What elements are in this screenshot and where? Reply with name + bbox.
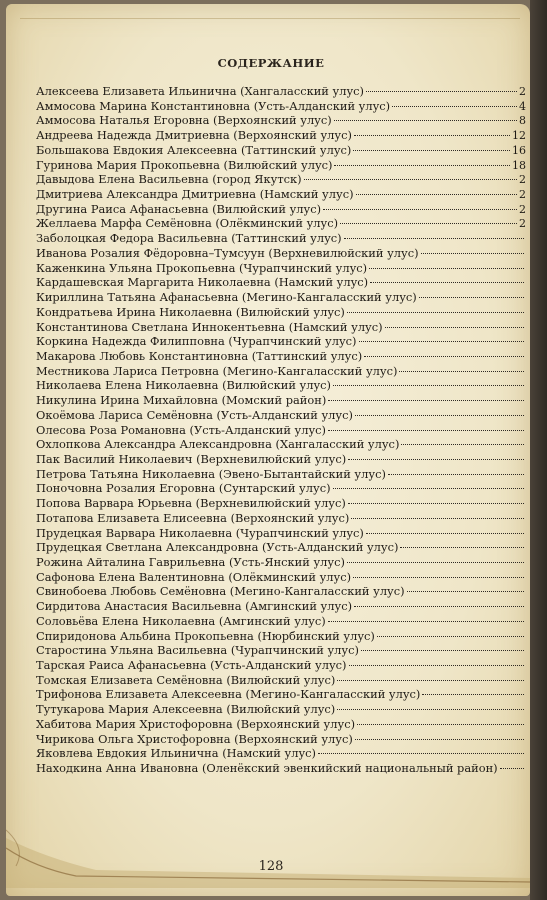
toc-entry-name: Сирдитова Анастасия Васильевна (Амгинский улус): [36, 599, 353, 614]
toc-entry-leader: [348, 459, 524, 460]
toc-entry-leader: [348, 503, 524, 504]
toc-entry: [36, 378, 526, 393]
toc-entry-name: Соловьёва Елена Николаевна (Амгинский улус): [36, 613, 326, 628]
toc-entry: [36, 658, 526, 673]
toc-entry-leader: [355, 415, 524, 416]
toc-entry-leader: [328, 400, 524, 401]
toc-entry-leader: [354, 135, 510, 136]
toc-entry-name: Кардашевская Маргарита Николаевна (Намский улус): [36, 275, 369, 290]
toc-entry: [36, 202, 526, 217]
toc-entry-leader: [353, 150, 510, 151]
toc-entry-leader: [333, 385, 524, 386]
toc-entry-leader: [407, 591, 524, 592]
toc-entry-leader: [400, 547, 524, 548]
scroll-ornament-bottom: [6, 818, 530, 888]
toc-entry: [36, 364, 526, 379]
toc-entry-name: Рожина Айталина Гаврильевна (Усть-Янский улус): [36, 555, 345, 569]
book-page: [6, 4, 530, 896]
toc-entry-leader: [361, 650, 524, 651]
toc-entry-leader: [351, 518, 524, 519]
toc-entry-name: Свинобоева Любовь Семёновна (Мегино-Кангаласский улус): [36, 584, 405, 599]
toc-entry: [36, 320, 526, 335]
toc-entry-leader: [357, 724, 524, 725]
toc-entry-name: Местникова Лариса Петровна (Мегино-Кангаласский улус): [36, 363, 398, 378]
toc-entry-page: 2: [519, 217, 526, 231]
toc-entry: [36, 687, 526, 702]
toc-entry: [36, 540, 526, 555]
toc-entry-name: Старостина Ульяна Васильевна (Чурапчинский улус): [36, 643, 359, 658]
toc-entry: [36, 290, 526, 305]
toc-entry-leader: [337, 709, 524, 710]
toc-entry: [36, 334, 526, 349]
toc-entry-leader: [328, 430, 524, 431]
toc-entry-leader: [392, 106, 517, 107]
toc-entry-name: Макарова Любовь Константиновна (Таттинский улус): [36, 348, 363, 363]
toc-entry-leader: [347, 562, 524, 563]
toc-entry-name: Аммосова Наталья Егоровна (Верхоянский улус): [36, 113, 332, 128]
toc-entry: [36, 452, 526, 467]
toc-entry-leader: [422, 694, 524, 695]
toc-entry-leader: [323, 209, 517, 210]
toc-entry: [36, 216, 526, 231]
toc-entry-page: 2: [519, 173, 526, 187]
toc-entry-leader: [359, 341, 524, 342]
toc-entry-leader: [385, 327, 524, 328]
toc-entry-name: Тарская Раиса Афанасьевна (Усть-Алданский улус): [36, 658, 347, 673]
toc-entry-name: Попова Варвара Юрьевна (Верхневилюйский улус): [36, 496, 346, 511]
toc-list: [36, 84, 526, 776]
toc-entry-name: Потапова Елизавета Елисеевна (Верхоянский улус): [36, 510, 350, 525]
toc-entry-name: Дмитриева Александра Дмитриевна (Намский улус): [36, 187, 354, 202]
toc-entry-leader: [340, 223, 517, 224]
toc-entry-name: Никулина Ирина Михайловна (Момский район): [36, 393, 327, 408]
toc-entry: [36, 408, 526, 423]
toc-entry: [36, 99, 526, 114]
toc-entry-name: Алексеева Елизавета Ильинична (Хангаласский улус): [36, 84, 364, 98]
toc-entry-name: Заболоцкая Федора Васильевна (Таттинский улус): [36, 231, 342, 246]
toc-entry-page: 2: [519, 85, 526, 98]
toc-entry-name: Андреева Надежда Дмитриевна (Верхоянский улус): [36, 128, 352, 143]
toc-entry-name: Другина Раиса Афанасьевна (Вилюйский улус): [36, 201, 322, 216]
toc-entry-leader: [366, 91, 517, 92]
toc-entry: [36, 305, 526, 320]
toc-entry: [36, 746, 526, 761]
toc-entry-leader: [355, 739, 524, 740]
toc-entry-leader: [347, 312, 524, 313]
toc-entry-page: 4: [519, 99, 526, 113]
toc-entry: [36, 187, 526, 202]
toc-entry-leader: [364, 356, 524, 357]
toc-entry-leader: [388, 474, 524, 475]
toc-entry: [36, 158, 526, 173]
toc-entry: [36, 673, 526, 688]
toc-entry: [36, 349, 526, 364]
toc-entry-name: Каженкина Ульяна Прокопьевна (Чурапчинский улус): [36, 260, 368, 275]
toc-entry: [36, 584, 526, 599]
toc-entry-name: Аммосова Марина Константиновна (Усть-Алданский улус): [36, 98, 391, 113]
toc-entry-name: Гуринова Мария Прокопьевна (Вилюйский улус): [36, 157, 333, 172]
toc-entry-leader: [344, 238, 524, 239]
toc-entry-leader: [349, 665, 524, 666]
toc-entry-name: Большакова Евдокия Алексеевна (Таттинский улус): [36, 142, 352, 157]
toc-entry-name: Петрова Татьяна Николаевна (Эвено-Бытантайский улус): [36, 466, 386, 481]
toc-entry-name: Томская Елизавета Семёновна (Вилюйский улус): [36, 672, 336, 687]
toc-entry-leader: [304, 179, 517, 180]
toc-entry-name: Яковлева Евдокия Ильинична (Намский улус): [36, 746, 316, 761]
toc-entry: [36, 143, 526, 158]
toc-entry-page: 2: [519, 202, 526, 216]
toc-entry-leader: [318, 753, 524, 754]
toc-entry: [36, 172, 526, 187]
toc-entry: [36, 481, 526, 496]
toc-entry-name: Кондратьева Ирина Николаевна (Вилюйский улус): [36, 304, 345, 319]
toc-entry-leader: [401, 444, 524, 445]
toc-entry-name: Тутукарова Мария Алексеевна (Вилюйский улус): [36, 702, 336, 717]
toc-entry-leader: [500, 768, 524, 769]
toc-entry-name: Пак Василий Николаевич (Верхневилюйский улус): [36, 451, 347, 466]
toc-entry-name: Прудецкая Варвара Николаевна (Чурапчинский улус): [36, 525, 364, 540]
toc-entry-name: Давыдова Елена Васильевна (город Якутск): [36, 172, 302, 187]
toc-entry-name: Чирикова Ольга Христофоровна (Верхоянский улус): [36, 731, 353, 746]
toc-entry-name: Окоёмова Лариса Семёновна (Усть-Алданский улус): [36, 407, 353, 422]
toc-entry-leader: [337, 680, 524, 681]
toc-entry-name: Николаева Елена Николаевна (Вилюйский улус): [36, 378, 331, 393]
toc-entry-leader: [399, 371, 524, 372]
toc-entry-page: 16: [512, 143, 526, 157]
toc-entry: [36, 393, 526, 408]
toc-entry: [36, 555, 526, 570]
toc-entry: [36, 761, 526, 776]
toc-entry: [36, 732, 526, 747]
toc-entry-leader: [328, 621, 524, 622]
toc-entry: [36, 526, 526, 541]
toc-entry-name: Хабитова Мария Христофоровна (Верхоянский улус): [36, 716, 356, 731]
toc-title: СОДЕРЖАНИЕ: [217, 56, 325, 70]
toc-entry-page: 8: [519, 114, 526, 128]
toc-entry-leader: [353, 577, 524, 578]
toc-entry-page: 2: [519, 188, 526, 202]
toc-entry: [36, 84, 526, 99]
toc-entry-name: Константинова Светлана Иннокентьевна (Намский улус): [36, 319, 383, 334]
toc-entry: [36, 599, 526, 614]
toc-entry-name: Желлаева Марфа Семёновна (Олёкминский улус): [36, 216, 339, 231]
toc-entry: [36, 423, 526, 438]
toc-entry: [36, 717, 526, 732]
toc-entry: [36, 246, 526, 261]
toc-entry: [36, 275, 526, 290]
toc-entry-name: Коркина Надежда Филипповна (Чурапчинский улус): [36, 334, 357, 349]
toc-entry: [36, 570, 526, 585]
toc-entry: [36, 467, 526, 482]
toc-entry-name: Сафонова Елена Валентиновна (Олёкминский улус): [36, 569, 352, 584]
toc-entry: [36, 702, 526, 717]
toc-entry-leader: [419, 297, 524, 298]
toc-entry: [36, 113, 526, 128]
page-ornament-top: [20, 18, 520, 29]
toc-entry-leader: [421, 253, 524, 254]
book-edge-shadow: [530, 0, 547, 900]
toc-entry-leader: [356, 194, 517, 195]
toc-entry: [36, 629, 526, 644]
toc-entry-name: Поночовна Розалия Егоровна (Сунтарский улус): [36, 481, 331, 496]
toc-entry-name: Охлопкова Александра Александровна (Хангаласский улус): [36, 437, 400, 452]
toc-entry-leader: [354, 606, 524, 607]
toc-entry-page: 12: [512, 129, 526, 143]
toc-entry-name: Олесова Роза Романовна (Усть-Алданский улус): [36, 422, 326, 437]
toc-entry-leader: [334, 165, 510, 166]
toc-entry-page: 18: [512, 158, 526, 172]
toc-entry-leader: [366, 533, 524, 534]
toc-entry-name: Иванова Розалия Фёдоровна–Тумсуун (Верхневилюйский улус): [36, 245, 419, 260]
toc-entry-name: Прудецкая Светлана Александровна (Усть-Алданский улус): [36, 540, 399, 555]
toc-entry: [36, 643, 526, 658]
toc-entry: [36, 496, 526, 511]
toc-entry: [36, 261, 526, 276]
toc-entry-leader: [377, 636, 524, 637]
toc-entry: [36, 437, 526, 452]
toc-entry-leader: [334, 120, 517, 121]
toc-entry: [36, 511, 526, 526]
toc-entry-name: Спиридонова Альбина Прокопьевна (Нюрбинский улус): [36, 628, 375, 643]
toc-entry-name: Находкина Анна Ивановна (Оленёкский эвенкийский национальный район): [36, 761, 498, 776]
toc-entry-name: Кириллина Татьяна Афанасьевна (Мегино-Кангаласский улус): [36, 290, 417, 305]
toc-entry: [36, 614, 526, 629]
toc-entry: [36, 231, 526, 246]
toc-entry-leader: [369, 268, 524, 269]
toc-entry: [36, 128, 526, 143]
toc-entry-leader: [370, 282, 524, 283]
toc-entry-name: Трифонова Елизавета Алексеевна (Мегино-Кангаласский улус): [36, 687, 421, 702]
toc-entry-leader: [333, 488, 524, 489]
page-number: 128: [258, 859, 284, 874]
